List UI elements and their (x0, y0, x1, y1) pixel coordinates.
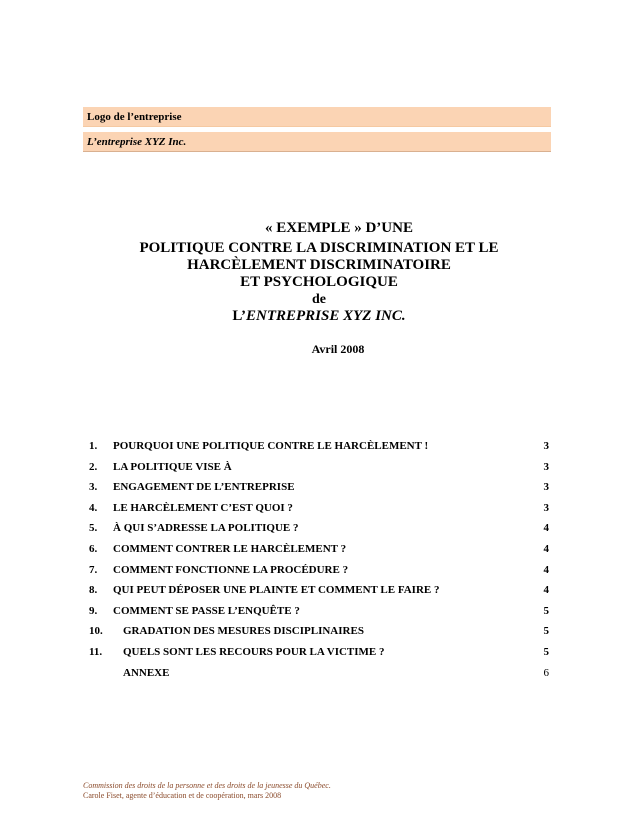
table-of-contents (89, 436, 549, 683)
toc-entry[interactable] (89, 539, 549, 560)
toc-entry-number: 6. (89, 542, 98, 555)
toc-entry-label: ENGAGEMENT DE L’ENTREPRISE (113, 481, 295, 494)
toc-entry[interactable] (89, 457, 549, 478)
logo-label: Logo de l’entreprise (87, 111, 182, 123)
title-line-6-prefix: L’ (232, 308, 246, 324)
toc-entry-label: COMMENT SE PASSE L’ENQUÊTE ? (113, 604, 300, 617)
toc-entry[interactable] (89, 580, 549, 601)
toc-entry-number: 1. (89, 440, 98, 452)
company-name-band (83, 132, 551, 152)
toc-entry-page: 5 (543, 625, 549, 638)
toc-entry-page: 6 (543, 666, 549, 679)
toc-entry-number: 11. (89, 645, 103, 658)
toc-entry-label: LA POLITIQUE VISE À (113, 460, 232, 473)
toc-entry-label: POURQUOI UNE POLITIQUE CONTRE LE HARCÈLEMENT ! (113, 440, 429, 452)
toc-entry-number: 8. (89, 584, 98, 597)
toc-entry-page: 4 (543, 584, 549, 597)
title-line-1: « EXEMPLE » D’UNE (265, 220, 413, 236)
toc-entry-number: 5. (89, 522, 98, 535)
toc-entry-label: QUI PEUT DÉPOSER UNE PLAINTE ET COMMENT LE FAIRE ? (113, 584, 440, 597)
title-line-5: de (312, 292, 326, 307)
toc-entry-number: 3. (89, 481, 98, 494)
toc-entry-number: 2. (89, 460, 98, 473)
footer-line-1: Commission des droits de la personne et des droits de la jeunesse du Québec. (83, 781, 331, 790)
toc-entry-page: 3 (543, 460, 549, 473)
document-date: Avril 2008 (311, 342, 365, 356)
toc-entry-label: COMMENT CONTRER LE HARCÈLEMENT ? (113, 542, 347, 555)
toc-entry-page: 4 (543, 522, 549, 535)
toc-entry-label: GRADATION DES MESURES DISCIPLINAIRES (123, 625, 364, 638)
toc-entry-number: 10. (89, 625, 103, 638)
document-title (0, 220, 638, 325)
toc-entry-page: 4 (543, 542, 549, 555)
toc-entry-page: 3 (543, 440, 549, 452)
title-line-3: HARCÈLEMENT DISCRIMINATOIRE (187, 257, 451, 273)
toc-entry[interactable] (89, 518, 549, 539)
toc-entry-label: À QUI S’ADRESSE LA POLITIQUE ? (113, 522, 299, 535)
title-line-6-name: ENTREPRISE XYZ INC. (246, 308, 406, 324)
toc-entry-number: 9. (89, 604, 98, 617)
toc-entry-page: 4 (543, 563, 549, 576)
toc-entry[interactable] (89, 477, 549, 498)
toc-entry[interactable] (89, 436, 549, 457)
title-line-6 (0, 308, 638, 325)
toc-entry-number: 7. (89, 563, 98, 576)
toc-entry[interactable] (89, 663, 549, 684)
company-name: L’entreprise XYZ Inc. (87, 136, 187, 148)
toc-entry-label: ANNEXE (123, 666, 170, 679)
toc-entry[interactable] (89, 498, 549, 519)
toc-entry[interactable] (89, 560, 549, 581)
toc-entry-label: LE HARCÈLEMENT C’EST QUOI ? (113, 501, 293, 514)
title-line-4: ET PSYCHOLOGIQUE (240, 274, 398, 290)
toc-entry-page: 3 (543, 501, 549, 514)
toc-entry-number: 4. (89, 501, 98, 514)
toc-entry-page: 5 (543, 645, 549, 658)
toc-entry-page: 3 (543, 481, 549, 494)
toc-entry-label: COMMENT FONCTIONNE LA PROCÉDURE ? (113, 563, 349, 576)
footer-line-2: Carole Fiset, agente d’éducation et de coopération, mars 2008 (83, 791, 282, 800)
toc-entry-label: QUELS SONT LES RECOURS POUR LA VICTIME ? (123, 645, 385, 658)
company-logo-band (83, 107, 551, 127)
title-line-2: POLITIQUE CONTRE LA DISCRIMINATION ET LE (139, 240, 499, 256)
toc-entry[interactable] (89, 642, 549, 663)
toc-entry-page: 5 (543, 604, 549, 617)
footer (83, 781, 331, 801)
toc-entry[interactable] (89, 601, 549, 622)
toc-entry[interactable] (89, 621, 549, 642)
